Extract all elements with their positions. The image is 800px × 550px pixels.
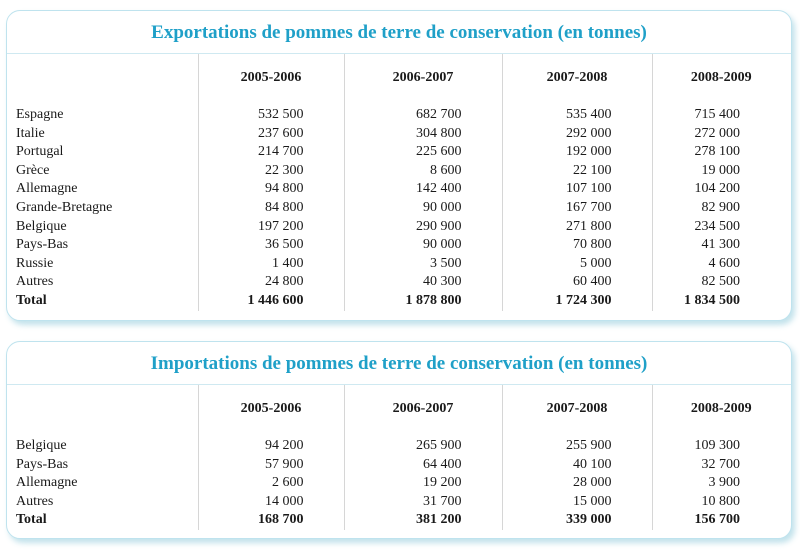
imports-table-body	[10, 433, 790, 530]
total-label: Total	[16, 512, 47, 528]
value-cell: 64 400	[344, 456, 502, 475]
country-cell: Italie	[16, 125, 45, 141]
imports-header-country	[10, 385, 198, 433]
imports-header-year: 2005-2006	[198, 385, 344, 433]
total-value: 1 878 800	[344, 292, 502, 311]
imports-header-year: 2006-2007	[344, 385, 502, 433]
total-label: Total	[16, 292, 47, 308]
value-cell: 3 500	[344, 255, 502, 274]
total-value: 1 724 300	[502, 292, 652, 311]
exports-header-year: 2008-2009	[652, 54, 790, 102]
value-cell: 31 700	[344, 493, 502, 512]
value-cell: 70 800	[502, 236, 652, 255]
value-cell: 682 700	[344, 102, 502, 125]
country-cell: Russie	[16, 255, 54, 271]
country-cell: Autres	[16, 493, 54, 509]
table-row	[10, 474, 790, 493]
value-cell: 94 800	[198, 180, 344, 199]
value-cell: 10 800	[652, 493, 790, 512]
value-cell: 19 000	[652, 162, 790, 181]
country-cell: Grande-Bretagne	[16, 199, 113, 215]
table-row	[10, 102, 790, 125]
value-cell: 237 600	[198, 125, 344, 144]
imports-header-year: 2007-2008	[502, 385, 652, 433]
value-cell: 225 600	[344, 143, 502, 162]
value-cell: 8 600	[344, 162, 502, 181]
value-cell: 22 300	[198, 162, 344, 181]
imports-panel	[6, 341, 792, 539]
value-cell: 60 400	[502, 273, 652, 292]
value-cell: 255 900	[502, 433, 652, 456]
table-row	[10, 180, 790, 199]
exports-header-year: 2005-2006	[198, 54, 344, 102]
value-cell: 22 100	[502, 162, 652, 181]
country-cell: Autres	[16, 274, 54, 290]
value-cell: 3 900	[652, 474, 790, 493]
table-row	[10, 273, 790, 292]
table-row	[10, 125, 790, 144]
imports-header-row	[10, 385, 790, 433]
total-value: 1 834 500	[652, 292, 790, 311]
value-cell: 214 700	[198, 143, 344, 162]
value-cell: 57 900	[198, 456, 344, 475]
table-row	[10, 162, 790, 181]
country-cell: Pays-Bas	[16, 237, 69, 253]
table-row	[10, 199, 790, 218]
value-cell: 271 800	[502, 218, 652, 237]
value-cell: 28 000	[502, 474, 652, 493]
value-cell: 304 800	[344, 125, 502, 144]
imports-header-year: 2008-2009	[652, 385, 790, 433]
total-row	[10, 292, 790, 311]
total-value: 1 446 600	[198, 292, 344, 311]
exports-title: Exportations de pommes de terre de conservation (en tonnes)	[7, 11, 791, 54]
exports-panel	[6, 10, 792, 321]
table-row	[10, 236, 790, 255]
value-cell: 107 100	[502, 180, 652, 199]
value-cell: 15 000	[502, 493, 652, 512]
total-value: 156 700	[652, 511, 790, 530]
value-cell: 90 000	[344, 236, 502, 255]
country-cell: Grèce	[16, 162, 50, 178]
value-cell: 24 800	[198, 273, 344, 292]
value-cell: 5 000	[502, 255, 652, 274]
country-cell: Espagne	[16, 107, 64, 122]
exports-header-year: 2006-2007	[344, 54, 502, 102]
value-cell: 292 000	[502, 125, 652, 144]
value-cell: 82 900	[652, 199, 790, 218]
imports-title: Importations de pommes de terre de conservation (en tonnes)	[7, 342, 791, 385]
total-value: 381 200	[344, 511, 502, 530]
value-cell: 82 500	[652, 273, 790, 292]
country-cell: Belgique	[16, 218, 67, 234]
value-cell: 2 600	[198, 474, 344, 493]
total-row	[10, 511, 790, 530]
exports-table	[10, 54, 790, 311]
value-cell: 109 300	[652, 433, 790, 456]
table-row	[10, 255, 790, 274]
value-cell: 290 900	[344, 218, 502, 237]
value-cell: 234 500	[652, 218, 790, 237]
exports-header-country	[10, 54, 198, 102]
value-cell: 40 300	[344, 273, 502, 292]
value-cell: 192 000	[502, 143, 652, 162]
table-row	[10, 456, 790, 475]
value-cell: 19 200	[344, 474, 502, 493]
country-cell: Allemagne	[16, 181, 78, 197]
total-value: 168 700	[198, 511, 344, 530]
value-cell: 84 800	[198, 199, 344, 218]
exports-table-body	[10, 102, 790, 311]
table-row	[10, 218, 790, 237]
value-cell: 197 200	[198, 218, 344, 237]
value-cell: 90 000	[344, 199, 502, 218]
value-cell: 278 100	[652, 143, 790, 162]
imports-table	[10, 385, 790, 530]
country-cell: Belgique	[16, 438, 67, 453]
table-row	[10, 433, 790, 456]
value-cell: 36 500	[198, 236, 344, 255]
exports-header-year: 2007-2008	[502, 54, 652, 102]
table-row	[10, 143, 790, 162]
value-cell: 41 300	[652, 236, 790, 255]
value-cell: 14 000	[198, 493, 344, 512]
table-row	[10, 493, 790, 512]
value-cell: 532 500	[198, 102, 344, 125]
value-cell: 32 700	[652, 456, 790, 475]
total-value: 339 000	[502, 511, 652, 530]
value-cell: 715 400	[652, 102, 790, 125]
value-cell: 535 400	[502, 102, 652, 125]
value-cell: 272 000	[652, 125, 790, 144]
value-cell: 142 400	[344, 180, 502, 199]
value-cell: 94 200	[198, 433, 344, 456]
country-cell: Allemagne	[16, 475, 78, 491]
value-cell: 40 100	[502, 456, 652, 475]
value-cell: 104 200	[652, 180, 790, 199]
value-cell: 167 700	[502, 199, 652, 218]
value-cell: 4 600	[652, 255, 790, 274]
country-cell: Portugal	[16, 144, 64, 160]
value-cell: 265 900	[344, 433, 502, 456]
value-cell: 1 400	[198, 255, 344, 274]
exports-header-row	[10, 54, 790, 102]
country-cell: Pays-Bas	[16, 456, 69, 472]
